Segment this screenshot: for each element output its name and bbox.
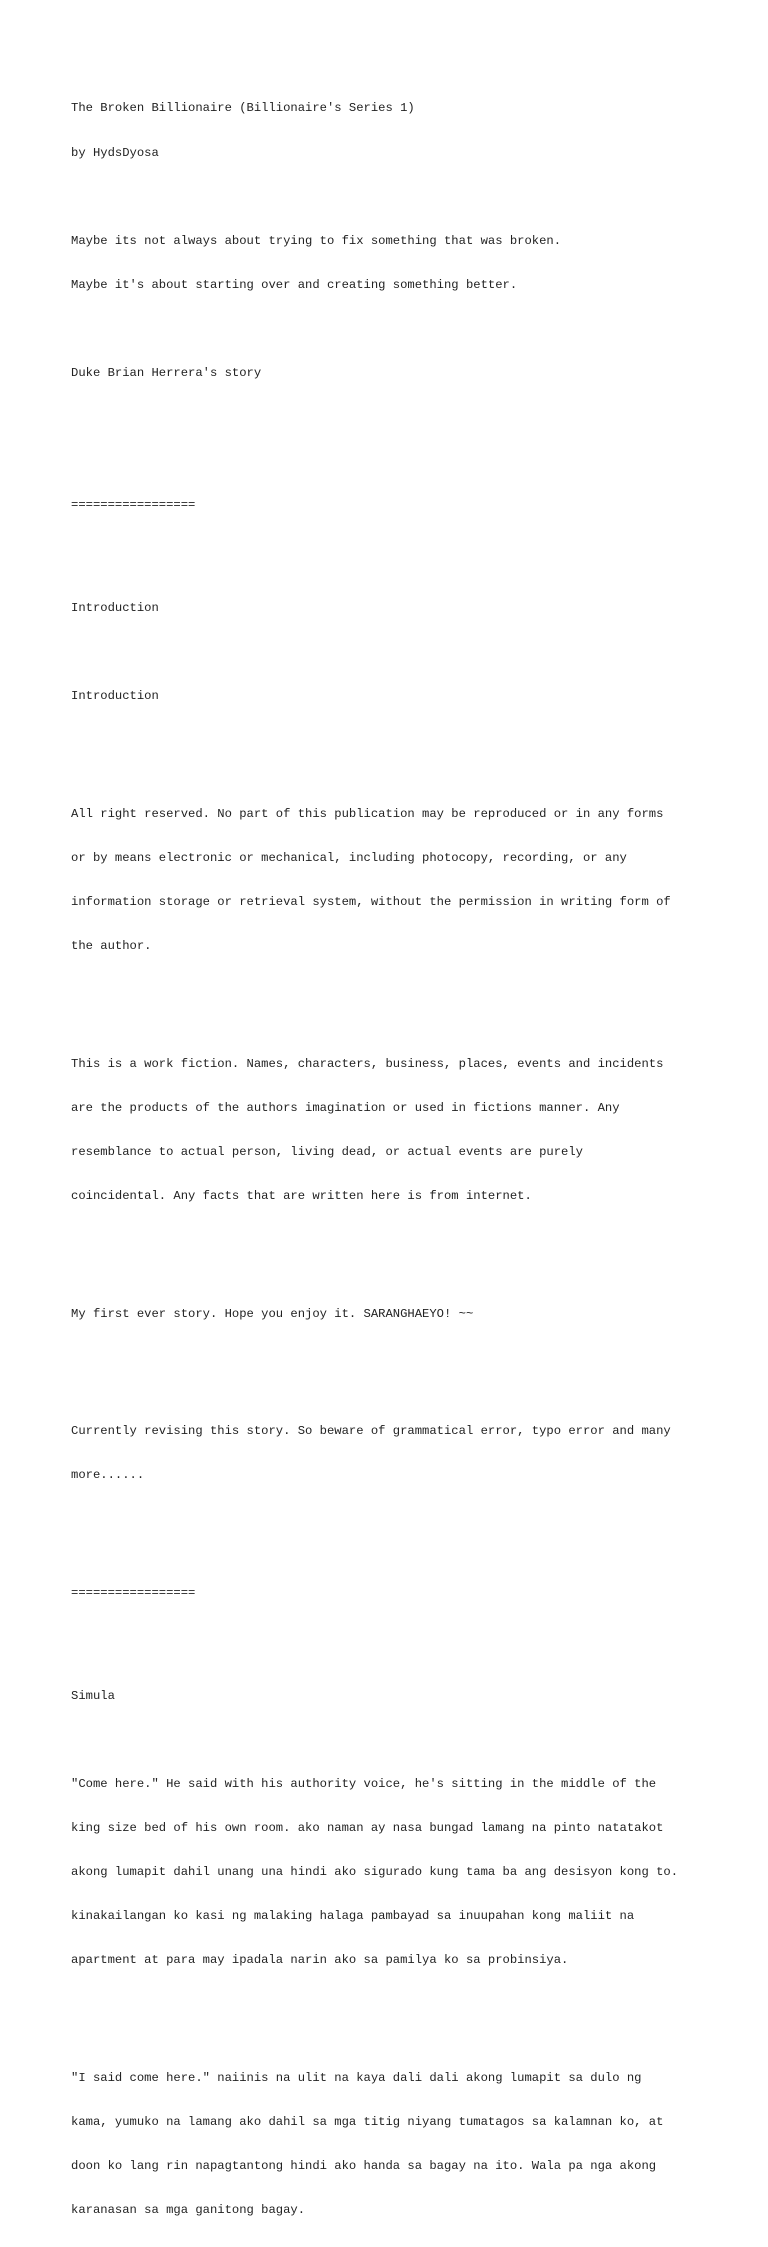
separator: ================= (71, 1585, 196, 1600)
separator: ================= (71, 498, 196, 513)
book-author: by HydsDyosa (71, 145, 159, 160)
story-of-line: Duke Brian Herrera's story (71, 366, 262, 381)
story-paragraph: "Come here." He said with his authority voice, he's sitting in the middle of the king size bed of his own room. ako naman ay nasa bungad lamang na pinto natatakot akong lumapit dahil unang una hindi ako sigurado kung tama ba ang desisyon kong to. kinakailangan ko kasi ng malaking halaga pambayad sa inuupahan kong maliit na apartment at para may ipadala narin ako sa pamilya ko sa probinsiya. (71, 1776, 679, 1968)
story-paragraph: "I said come here." naiinis na ulit na kaya dali dali akong lumapit sa dulo ng kama, yumuko na lamang ako dahil sa mga titig niyang tumatagos sa kalamnan ko, at doon ko lang rin napagtantong hindi ako handa sa bagay na ito. Wala pa nga akong karanasan sa mga ganitong bagay. (71, 2070, 664, 2218)
rights-paragraph: All right reserved. No part of this publication may be reproduced or in any forms or by means electronic or mechanical, including photocopy, recording, or any information storage or retrieval system, without the permission in writing form of the author. (71, 806, 671, 954)
document-text (71, 72, 711, 2247)
book-blurb (71, 204, 711, 322)
blurb-line: Maybe its not always about trying to fix something that was broken. (71, 233, 562, 248)
first-story-note: My first ever story. Hope you enjoy it. SARANGHAEYO! ~~ (71, 1306, 474, 1321)
chapter-heading: Simula (71, 1688, 115, 1703)
section-heading: Introduction (71, 601, 159, 616)
section-heading: Introduction (71, 689, 159, 704)
revising-note: Currently revising this story. So beware of grammatical error, typo error and many more...... (71, 1424, 671, 1483)
book-header (71, 72, 711, 190)
book-title: The Broken Billionaire (Billionaire's Series 1) (71, 101, 415, 116)
fiction-disclaimer-paragraph: This is a work fiction. Names, characters, business, places, events and incidents are the products of the authors imagination or used in fictions manner. Any resemblance to actual person, living dead, or actual events are purely coincidental. Any facts that are written here is from internet. (71, 1056, 664, 1204)
blurb-line: Maybe it's about starting over and creating something better. (71, 277, 518, 292)
